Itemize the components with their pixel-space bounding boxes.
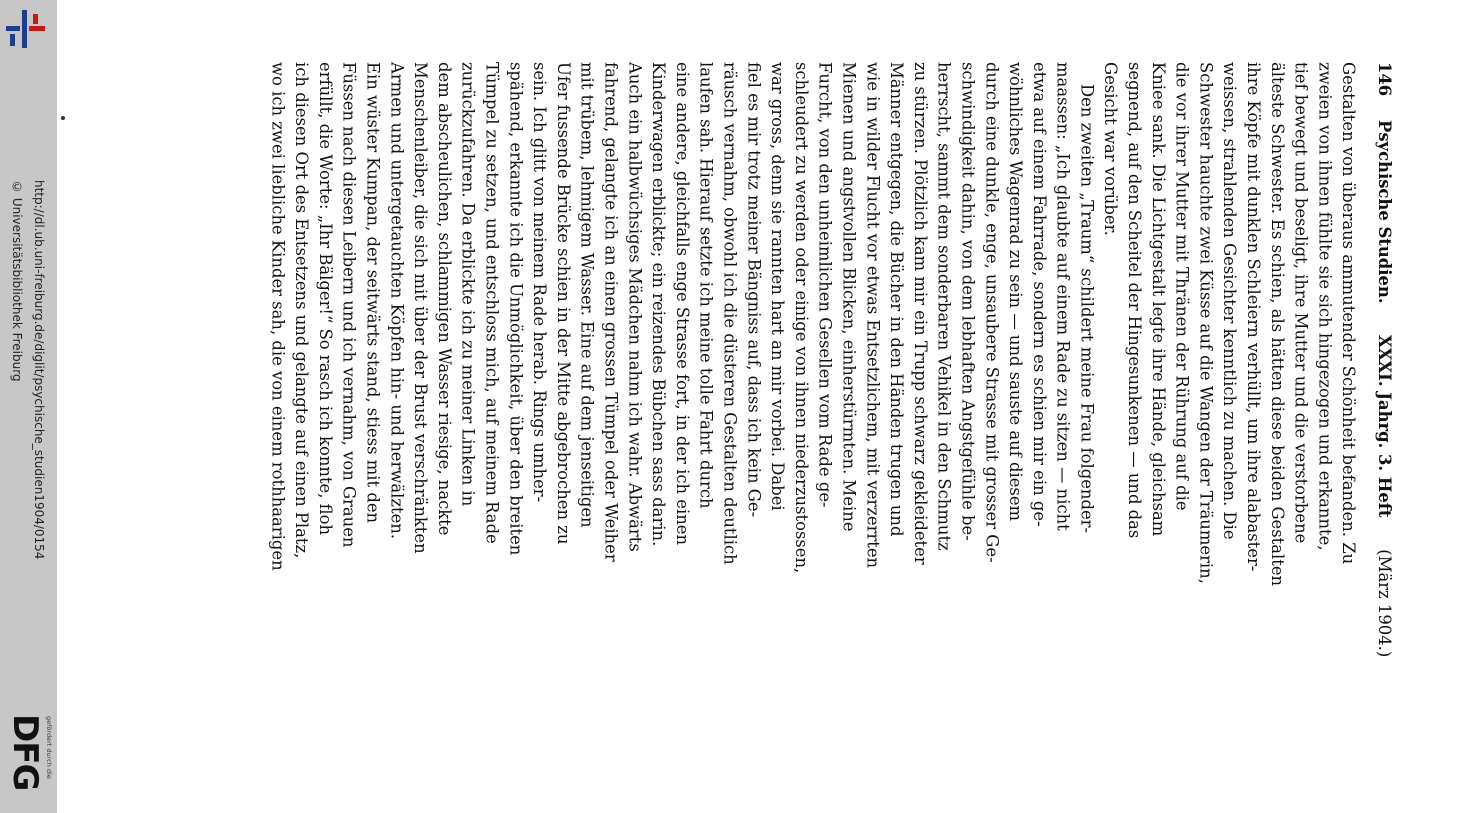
text-line: fiel es mir trotz meiner Bängniss auf, dass ich kein Ge- [744,62,764,518]
text-line: Ufer fussende Brücke schien in der Mitte abgebrochen zu [553,62,573,545]
text-line: Füssen nach diesen Leibern und ich vernahm, von Grauen [339,62,359,548]
text-line: ich diesen Ort des Entsetzens und gelangte auf einen Platz, [292,62,312,559]
text-line: Den zweiten „Traum“ schildert meine Frau folgender- [1077,84,1097,534]
text-line: tief bewegt und beseligt, ihre Mutter und die verstorbene [1291,62,1311,544]
text-line: Männer entgegen, die Bücher in den Händen trugen und [887,62,907,537]
text-line: laufen sah. Hierauf setzte ich meine tolle Fahrt durch [696,62,716,509]
text-line: Gestalten von überaus ammutender Schönheit befanden. Zu [1339,62,1359,565]
citation-block [2,180,52,640]
copyright-notice: © Universitätsbibliothek Freiburg [10,180,24,382]
viewer-sidebar [0,0,57,813]
issue-date: (März 1904.) [1375,549,1394,658]
text-line: Kinderwagen erblickte; ein reizendes Bübchen sass darin. [649,62,669,547]
text-line: maassen: „Ich glaubte auf einem Rade zu sitzen — nicht [1053,62,1073,531]
volume-issue: XXXI. Jahrg. 3. Heft [1375,335,1394,518]
text-line: älteste Schwester. Es schien, als hätten diese beiden Gestalten [1267,62,1287,587]
text-line: herrscht, sammt dem sonderbaren Vehikel in den Schmutz [934,62,954,551]
text-line: Schwester hauchte zwei Küsse auf die Wangen der Träumerin, [1196,62,1216,584]
permalink-url[interactable]: http://dl.ub.uni-freiburg.de/diglit/psychische_studien1904/0154 [32,180,46,560]
text-line: etwa auf einem Fahrrade, sondern es schien mir ein ge- [1029,62,1049,527]
text-line: schleudert zu werden oder einige von ihnen niederzustossen, [791,62,811,574]
text-line: Gesicht war vorüber. [1101,62,1121,236]
text-line: Kniee sank. Die Lichtgestalt legte ihre Hände, gleichsam [1148,62,1168,537]
text-line: die vor ihrer Mutter mit Thränen der Rührung auf die [1172,62,1192,511]
text-line: war gross, denn sie rannten hart an mir vorbei. Dabei [768,62,788,511]
text-line: wie in wilder Flucht vor etwas Entsetzlichem, mit verzerrten [863,62,883,569]
scan-speck [61,116,65,120]
text-line: fahrend, gelangte ich an einen grossen Tümpel oder Weiher [601,62,621,562]
text-line: weissen, strahlenden Gesichter kenntlich zu machen. Die [1220,62,1240,540]
library-logo-icon [4,8,48,50]
text-line: ihre Köpfe mit dunklen Schleiern verhüllt, um ihre alabaster- [1244,62,1264,572]
page-number: 146 [1375,62,1394,97]
text-line: spähend, erkannte ich die Unmöglichkeit, über den breiten [506,62,526,556]
text-line: Menschenleiber, die sich mit über der Brust verschränkten [411,62,431,554]
text-line: zweien von ihnen fühlte sie sich hingezogen und erkannte, [1315,62,1335,551]
text-line: wo ich zwei liebliche Kinder sah, die von einem rothhaarigen [268,62,288,571]
text-line: mit trübem, lehmigem Wasser. Eine auf dem jenseitigen [577,62,597,528]
header-gap [1360,62,1372,728]
text-line: sein. Ich glitt von meinem Rade herab. Rings umher- [530,62,550,503]
text-line: segnend, auf den Scheitel der Hingesunkenen — und das [1125,62,1145,539]
text-line: Auch ein halbwüchsiges Mädchen nahm ich wahr. Abwärts [625,62,645,552]
journal-title: Psychische Studien. [1375,119,1394,304]
dfg-logo [6,714,52,806]
text-line: Tümpel zu setzen, und entschloss mich, auf meinem Rade [482,62,502,544]
text-line: erfüllt, die Worte: „Ihr Bälger!“ So rasch ich konnte, floh [315,62,335,536]
scanned-page-text [218,62,1396,728]
dfg-funder-note: gefördert durch die [45,716,53,779]
text-line: Armen und untergetauchten Köpfen hin- und herwälzten. [387,62,407,540]
text-line: durch eine dunkle, enge, unsaubere Strasse mit grosser Ge- [982,62,1002,563]
text-line: zurückzufahren. Da erblickte ich zu meiner Linken in [458,62,478,507]
running-header [1372,62,1396,728]
text-line: dem abscheulichen, schlammigen Wasser riesige, nackte [434,62,454,536]
text-line: schwindigkeit dahin, von dem lebhaften Angstgefühle be- [958,62,978,541]
dfg-logo-text: DFG [5,714,45,791]
text-line: wöhnliches Wagenrad zu sein — und sauste auf diesem [1006,62,1026,522]
text-line: Ein wüster Kumpan, der seitwärts stand, stiess mit den [363,62,383,524]
text-line: Furcht, von den unheimlichen Gesellen vom Rade ge- [815,62,835,508]
text-line: eine andere, gleichfalls enge Strasse fort, in der ich einen [672,62,692,546]
text-line: Mienen und angstvollen Blicken, einherstürmten. Meine [839,62,859,532]
text-line: zu stürzen. Plötzlich kam mir ein Trupp schwarz gekleideter [910,62,930,565]
text-line: räusch vernahm, obwohl ich die düsteren Gestalten deutlich [720,62,740,565]
